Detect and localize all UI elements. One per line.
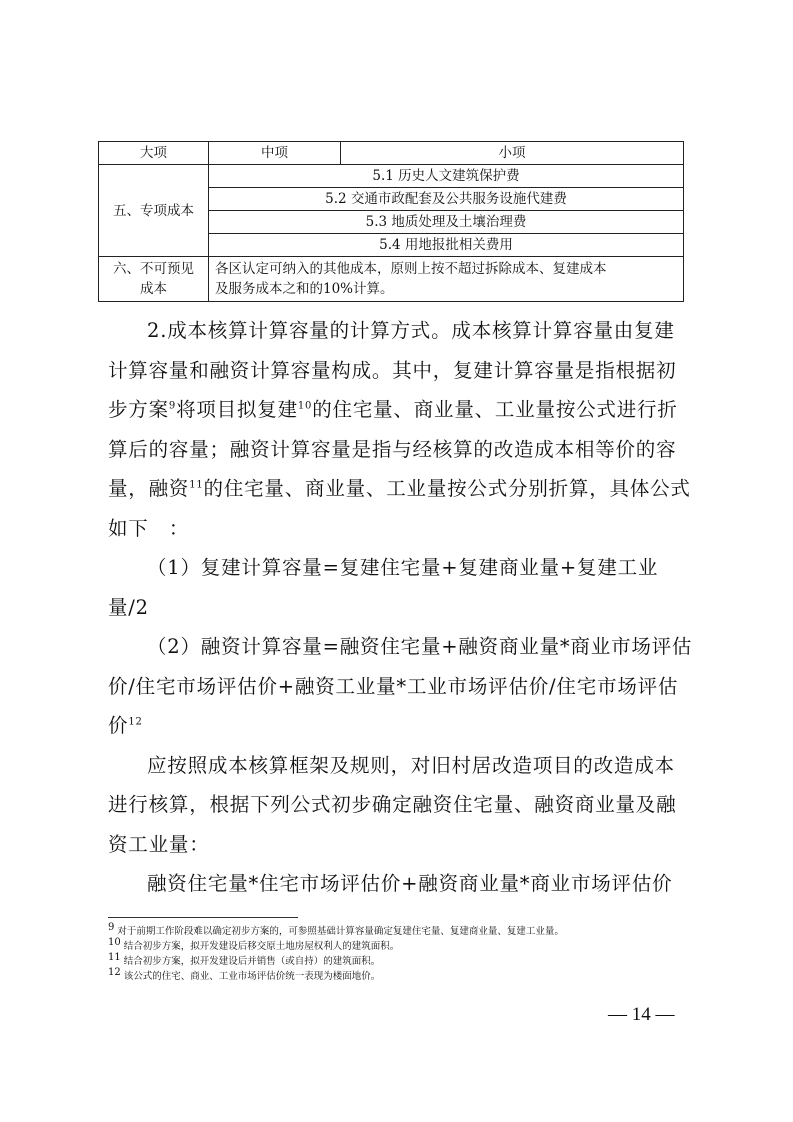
p1-text-d: 的住宅量、商业量、工业量按公式分别折算，具体公式如下 ： — [108, 477, 691, 540]
section5-item-1: 5.1 历史人文建筑保护费 — [209, 165, 684, 188]
footnote-ref-12: 12 — [128, 716, 143, 728]
paragraph-accounting: 应按照成本核算框架及规则，对旧村居改造项目的改造成本进行核算，根据下列公式初步确定融资住宅量、融资商业量及融资工业量： — [108, 753, 677, 856]
table-header-row — [99, 142, 684, 165]
footnote-ref-10: 10 — [297, 400, 313, 412]
footnote-divider — [108, 917, 298, 918]
footnote-text: 结合初步方案，拟开发建设后移交原土地房屋权利人的建筑面积。 — [123, 941, 400, 952]
table-row — [99, 165, 684, 188]
section6-desc — [209, 257, 684, 302]
paragraph-calc-method — [108, 311, 693, 548]
footnote-10 — [108, 936, 708, 953]
footnote-text: 结合初步方案，拟开发建设后并销售（或自持）的建筑面积。 — [123, 956, 381, 967]
footnote-text: 对于前期工作阶段难以确定初步方案的，可参照基础计算容量确定复建住宅量、复建商业量、复建工业量。 — [117, 926, 564, 937]
p1-text-c: 的住宅量、商业量、工业量按公式进行折算后的容量；融资计算容量是指与经核算的改造成本相等价的容量，融资 — [108, 398, 678, 500]
section5-item-2: 5.2 交通市政配套及公共服务设施代建费 — [209, 188, 684, 211]
footnote-12 — [108, 966, 708, 983]
footnote-num: 9 — [108, 921, 115, 933]
header-middle: 中项 — [209, 142, 341, 165]
p1-text-b: 将项目拟复建 — [176, 398, 298, 421]
formula2-text: （2）融资计算容量=融资住宅量+融资商业量*商业市场评估价/住宅市场评估价+融资工业量*工业市场评估价/住宅市场评估价 — [108, 635, 693, 737]
formula-rebuild: （1）复建计算容量=复建住宅量+复建商业量+复建工业量/2 — [108, 556, 659, 619]
formula-finance — [108, 627, 693, 746]
footnote-text: 该公式的住宅、商业、工业市场评估价统一表现为楼面地价。 — [123, 971, 381, 982]
section6-desc-line1: 各区认定可纳入的其他成本，原则上按不超过拆除成本、复建成本 — [215, 261, 607, 277]
section6-title-line2: 成本 — [140, 281, 167, 297]
header-minor: 小项 — [341, 142, 684, 165]
footnote-num: 12 — [108, 966, 121, 978]
p1-text-a: 2.成本核算计算容量的计算方式。成本核算计算容量由复建计算容量和融资计算容量构成。其中，复建计算容量是指根据初步方案 — [108, 319, 677, 421]
footnote-ref-11: 11 — [189, 479, 204, 491]
section5-item-3: 5.3 地质处理及土壤治理费 — [209, 211, 684, 234]
section5-item-4: 5.4 用地报批相关费用 — [209, 234, 684, 257]
table-row — [99, 257, 684, 302]
section6-title-line1: 六、不可预见 — [113, 261, 194, 277]
paragraph-formula-start: 融资住宅量*住宅市场评估价+融资商业量*商业市场评估价 — [147, 872, 673, 895]
footnote-num: 11 — [108, 951, 121, 963]
footnote-num: 10 — [108, 936, 121, 948]
footnote-9 — [108, 921, 708, 938]
footnote-ref-9: 9 — [168, 400, 177, 412]
header-major: 大项 — [99, 142, 209, 165]
page-number: — 14 — — [608, 1004, 675, 1025]
body-text — [108, 311, 693, 904]
footnote-11 — [108, 951, 708, 968]
cost-table — [98, 141, 684, 302]
section6-title — [99, 257, 209, 302]
section5-title: 五、专项成本 — [99, 165, 209, 257]
section6-desc-line2: 及服务成本之和的10%计算。 — [215, 281, 394, 297]
